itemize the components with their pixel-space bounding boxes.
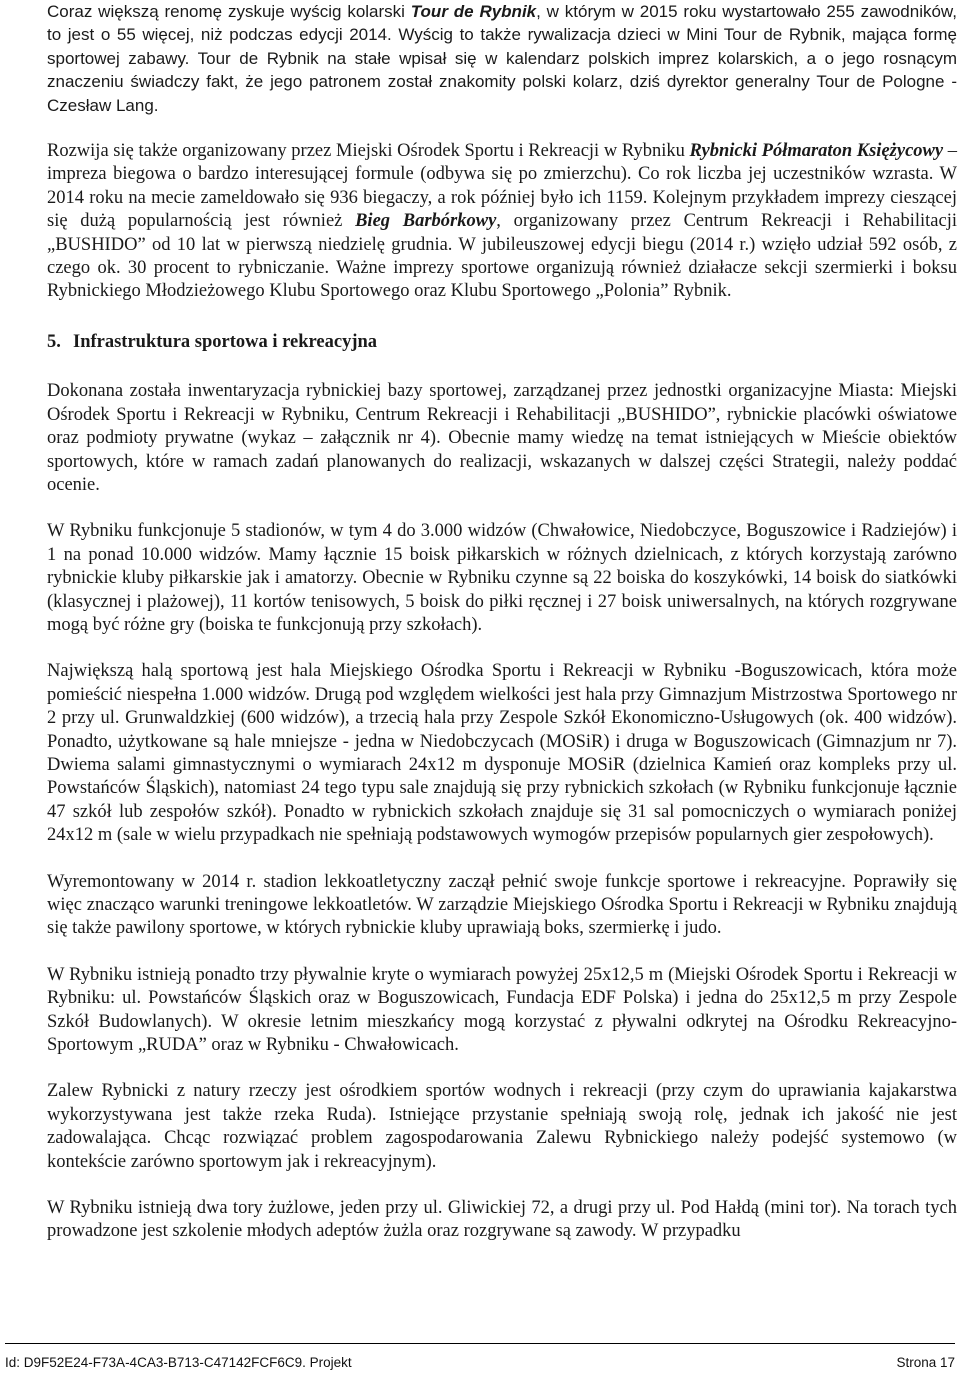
section-heading [47,331,957,354]
section-title: Infrastruktura sportowa i rekreacyjna [73,331,378,352]
paragraph-stadiums: W Rybniku funkcjonuje 5 stadionów, w tym 4 do 3.000 widzów (Chwałowice, Niedobczyce, Boguszowice i Radziejów) i 1 na ponad 10.000 widzów. Mamy łącznie 15 boisk piłkarskich w różnych dzielnicach, z których korzystają zarówno rybnickie kluby piłkarskie jak i amatorzy. Obecnie w Rybniku czynne są 22 boiska do koszykówki, 14 boisk do siatkówki (klasycznej i plażowej), 11 kortów tenisowych, 5 boisk do piłki ręcznej i 27 boisk uniwersalnych, na których rozgrywane mogą być różne gry (boiska te funkcjonują przy szkołach). [47,521,957,635]
page-footer [5,1343,955,1375]
paragraph-reservoir: Zalew Rybnicki z natury rzeczy jest ośrodkiem sportów wodnych i rekreacji (przy czym do uprawiania kajakarstwa wykorzystywana jest także rzeka Ruda). Istniejące przystanie spełniają swoją rolę, jednak ich jakość nie jest zadowalająca. Chcąc rozwiązać problem zagospodarowania Zalewu Rybnickiego należy podejść systemowo (w kontekście zarówno sportowym jak i rekreacyjnym). [47,1081,957,1172]
section-number: 5. [47,331,61,352]
polmaraton-emphasis: Rybnicki Półmaraton Księżycowy [689,141,944,162]
paragraph-athletics-stadium: Wyremontowany w 2014 r. stadion lekkoatletyczny zaczął pełnić swoje funkcje sportowe i rekreacyjne. Poprawiły się więc znacząco warunki treningowe lekkoatletów. W zarządzie Miejskiego Ośrodka Sportu i Rekreacji w Rybniku znajdują się także pawilony sportowe, w których rybnickie kluby uprawiają boks, szermierkę i judo. [47,871,957,939]
paragraph-swimming-pools: W Rybniku istnieją ponadto trzy pływalnie kryte o wymiarach powyżej 25x12,5 m (Miejski Ośrodek Sportu i Rekreacji w Rybniku: ul. Powstańców Śląskich oraz w Boguszowicach, Fundacja EDF Polska) i jedna do 25x12,5 m przy Zespole Szkół Budowlanych). W okresie letnim mieszkańcy mogą korzystać z pływalni odkrytej na Ośrodku Rekreacyjno-Sportowym „RUDA” oraz w Rybniku - Chwałowicach. [47,964,957,1056]
paragraph-sports-halls: Największą halą sportową jest hala Miejskiego Ośrodka Sportu i Rekreacji w Rybniku -Boguszowicach, która może pomieścić niespełna 1.000 widzów. Drugą pod względem wielkości jest hala przy Gimnazjum Mistrzostwa Sportowego nr 2 przy ul. Grunwaldzkiej (600 widzów), a trzecią hala przy Zespole Szkół Ekonomiczno-Usługowych (ok. 400 widzów). Ponadto, użytkowane są hale mniejsze - jedna w Niedobczycach (MOSiR) i druga w Boguszowicach (Gimnazjum nr 7). Dwiema salami gimnastycznymi o wymiarach 24x12 m dysponuje MOSiR (dzielnica Kamień oraz kompleks przy ul. Powstańców Śląskich), natomiast 24 tego typu sale znajdują się przy rybnickich szkołach (w Rybniku funkcjonuje łącznie 47 szkół lub zespołów szkół). Ponadto w rybnickich szkołach znajduje się 31 sal pomocniczych o wymiarach poniżej 24x12 m (sale w wielu przypadkach nie spełniają podstawowych wymogów przepisów popularnych gier zespołowych). [47,661,957,846]
paragraph-polmaraton: Rozwija się także organizowany przez Miejski Ośrodek Sportu i Rekreacji w Rybniku Rybnicki Półmaraton Księżycowy – impreza biegowa o bardzo interesującej formule (odbywa się po zmierzchu). Co rok liczba jej uczestników wzrasta. W 2014 roku na mecie zameldowało się 936 biegaczy, a rok później było ich 1159. Kolejnym przykładem imprezy cieszącej się dużą popularnością jest również Bieg Barbórkowy, organizowany przez Centrum Rekreacji i Rehabilitacji „BUSHIDO” od 10 lat w pierwszą niedzielę grudnia. W jubileuszowej edycji biegu (2014 r.) wzięło udział 592 osób, z czego ok. 30 procent to rybniczanie. Ważne imprezy sportowe organizują również działacze sekcji szermierki i boksu Rybnickiego Młodzieżowego Klubu Sportowego oraz Klubu Sportowego „Polonia” Rybnik. [47,141,957,302]
bieg-barborkowy-emphasis: Bieg Barbórkowy [355,211,497,232]
document-body [47,0,957,1244]
paragraph-speedway: W Rybniku istnieją dwa tory żużlowe, jeden przy ul. Gliwickiej 72, a drugi przy ul. Pod Hałdą (mini tor). Na torach tych prowadzone jest szkolenie młodych adeptów żużla oraz rozgrywane są zawody. W przypadku [47,1198,957,1242]
paragraph-tour-de-rybnik: Coraz większą renomę zyskuje wyścig kolarski Tour de Rybnik, w którym w 2015 roku wystartowało 255 zawodników, to jest o 55 więcej, niż podczas edycji 2014. Wyścig to także rywalizacja dzieci w Mini Tour de Rybnik, mająca formę sportowej zabawy. Tour de Rybnik na stałe wpisał się w kalendarz polskich imprez kolarskich, a o jego rosnącym znaczeniu świadczy fakt, że jego patronem został znakomity polski kolarz, dziś dyrektor generalny Tour de Pologne - Czesław Lang. [47,2,957,115]
tour-de-rybnik-emphasis: Tour de Rybnik [410,2,537,21]
page-number: Strona 17 [896,1355,955,1370]
document-id: Id: D9F52E24-F73A-4CA3-B713-C47142FCF6C9. Projekt [5,1355,352,1370]
paragraph-inventory: Dokonana została inwentaryzacja rybnickiej bazy sportowej, zarządzanej przez jednostki organizacyjne Miasta: Miejski Ośrodek Sportu i Rekreacji w Rybniku, Centrum Rekreacji i Rehabilitacji „BUSHIDO”, rybnickie placówki oświatowe oraz podmioty prywatne (wykaz – załącznik nr 4). Obecnie mamy wiedzę na temat istniejących w Mieście obiektów sportowych, które w ramach zadań planowanych do realizacji, wskazanych w dalszej części Strategii, należy poddać ocenie. [47,381,957,495]
